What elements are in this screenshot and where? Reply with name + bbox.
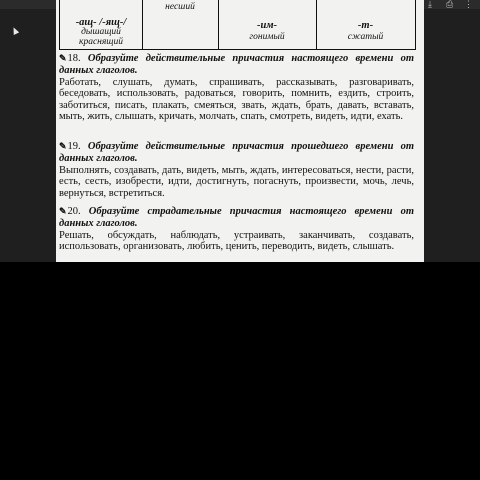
download-icon[interactable]: ⤓ [428,0,432,9]
exercise-task: Образуйте действительные причастия прошедшего времени от данных глаголов. [59,141,414,164]
table-cell [60,0,143,49]
exercise-20 [59,206,414,253]
exercise-18 [59,53,414,122]
pencil-icon: ✎ [59,141,67,151]
exercise-words: Решать, обсуждать, наблюдать, устраивать, заканчивать, создавать, использовать, организовать, любить, ценить, переводить, видеть, слышать. [59,230,414,253]
exercise-words: Работать, слушать, думать, спрашивать, рассказывать, разговаривать, беседовать, использовать, радоваться, говорить, помнить, ездить, строить, заботиться, писать, плакать, смеяться, звать, ждать, брать, давать, вставать, мыть, жить, слышать, кричать, молчать, спать, смотреть, видеть, идти, ехать. [59,77,414,122]
table-cell [316,0,415,49]
example-word: краснящий [79,37,123,47]
table-cell [142,0,219,49]
table-cell [218,0,317,49]
example-word: несший [165,2,195,12]
document-page [56,0,424,262]
example-word: сжатый [347,32,384,42]
exercise-number: 18. [67,53,81,64]
exercise-19 [59,141,414,199]
suffix-label: -им- [256,20,278,31]
example-word: гонимый [249,32,285,42]
exercise-number: 20. [67,206,81,217]
exercise-number: 19. [67,141,81,152]
exercise-task: Образуйте страдательные причастия настоящего времени от данных глаголов. [59,206,414,229]
exercise-heading [59,53,414,76]
pencil-icon: ✎ [59,206,67,216]
suffix-label: -т- [357,20,374,31]
print-icon[interactable]: ⎙ [446,0,454,9]
suffix-table [59,0,416,50]
exercise-heading [59,206,414,229]
pencil-icon: ✎ [59,53,67,63]
more-options-icon[interactable]: ⋮ [464,0,473,9]
exercise-heading [59,141,414,164]
mouse-cursor-icon [11,26,19,35]
exercise-words: Выполнять, создавать, дать, видеть, мыть, ждать, интересоваться, нести, расти, есть, сесть, изобрести, идти, достигнуть, погаснуть, произвести, мочь, лечь, вернуться, встретиться. [59,165,414,199]
suffix-label: -ащ- /-ящ-/ [75,17,127,28]
example-word: дышащий [81,27,121,37]
exercise-task: Образуйте действительные причастия настоящего времени от данных глаголов. [59,53,414,76]
